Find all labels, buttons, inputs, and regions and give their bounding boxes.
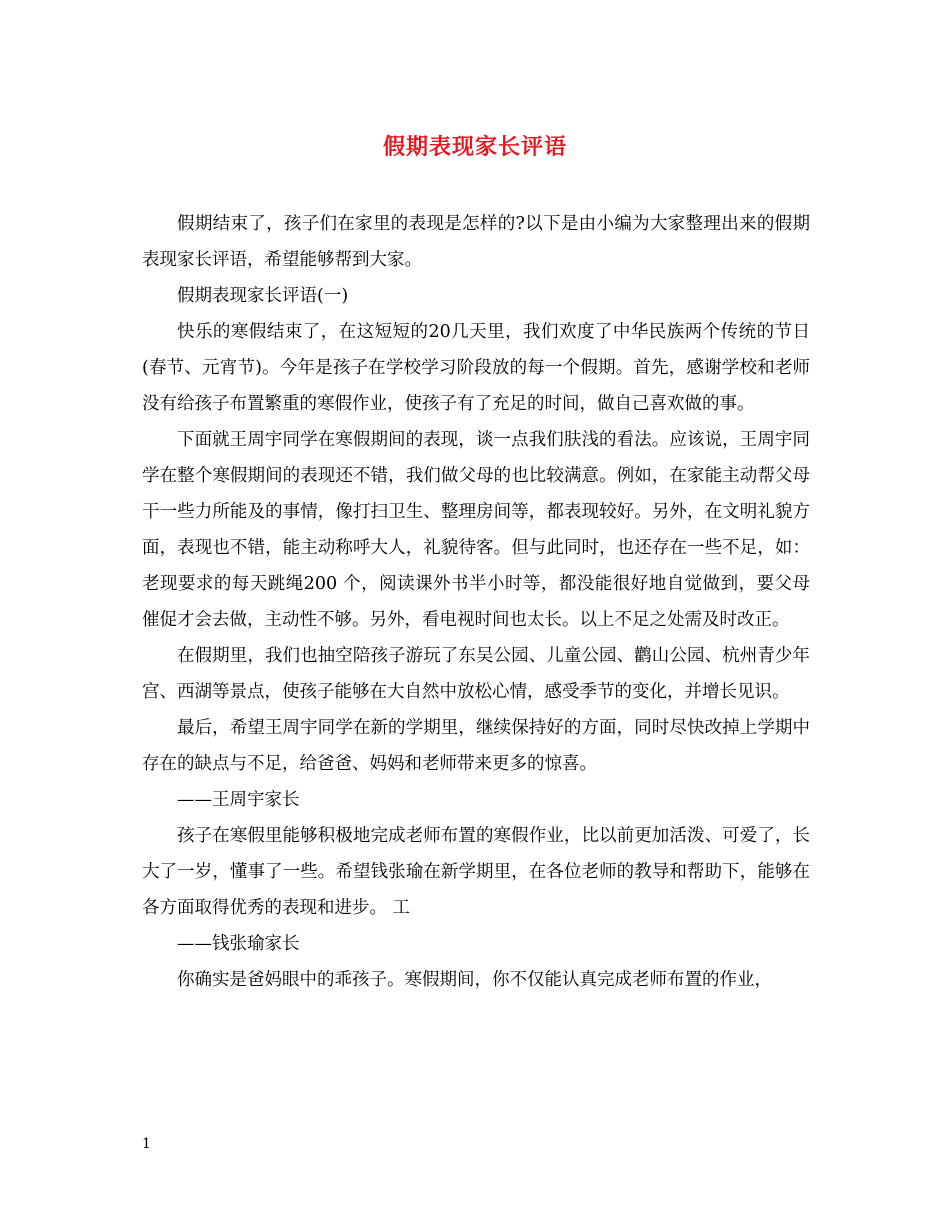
signature-line: ——王周宇家长 bbox=[177, 790, 300, 810]
section-heading: 假期表现家长评语(一) bbox=[177, 286, 349, 306]
paragraph: 最后，希望王周宇同学在新的学期里，继续保持好的方面，同时尽快改掉上学期中存在的缺点与不足，给爸爸、妈妈和老师带来更多的惊喜。 bbox=[142, 718, 810, 774]
paragraph-intro: 假期结束了，孩子们在家里的表现是怎样的?以下是由小编为大家整理出来的假期表现家长评语，希望能够帮到大家。 bbox=[142, 214, 810, 270]
paragraph: 快乐的寒假结束了，在这短短的20几天里，我们欢度了中华民族两个传统的节日(春节、元宵节)。今年是孩子在学校学习阶段放的每一个假期。首先，感谢学校和老师没有给孩子布置繁重的寒假作业，使孩子有了充足的时间，做自己喜欢做的事。 bbox=[142, 322, 810, 414]
document-title: 假期表现家长评语 bbox=[382, 134, 567, 160]
document-body bbox=[142, 206, 810, 998]
signature-line: ——钱张瑜家长 bbox=[177, 934, 300, 954]
page-number: 1 bbox=[142, 1136, 151, 1152]
paragraph: 孩子在寒假里能够积极地完成老师布置的寒假作业，比以前更加活泼、可爱了，长大了一岁，懂事了一些。希望钱张瑜在新学期里，在各位老师的教导和帮助下，能够在各方面取得优秀的表现和进步。 工 bbox=[142, 826, 810, 918]
paragraph: 你确实是爸妈眼中的乖孩子。寒假期间，你不仅能认真完成老师布置的作业， bbox=[177, 970, 772, 990]
paragraph: 在假期里，我们也抽空陪孩子游玩了东吴公园、儿童公园、鹳山公园、杭州青少年宫、西湖等景点，使孩子能够在大自然中放松心情，感受季节的变化，并增长见识。 bbox=[142, 646, 810, 702]
paragraph: 下面就王周宇同学在寒假期间的表现，谈一点我们肤浅的看法。应该说，王周宇同学在整个寒假期间的表现还不错，我们做父母的也比较满意。例如，在家能主动帮父母干一些力所能及的事情，像打扫卫生、整理房间等，都表现较好。另外，在文明礼貌方面，表现也不错，能主动称呼大人，礼貌待客。但与此同时，也还存在一些不足，如：老现要求的每天跳绳200 个，阅读课外书半小时等，都没能很好地自觉做到，要父母催促才会去做，主动性不够。另外，看电视时间也太长。以上不足之处需及时改正。 bbox=[142, 430, 810, 630]
